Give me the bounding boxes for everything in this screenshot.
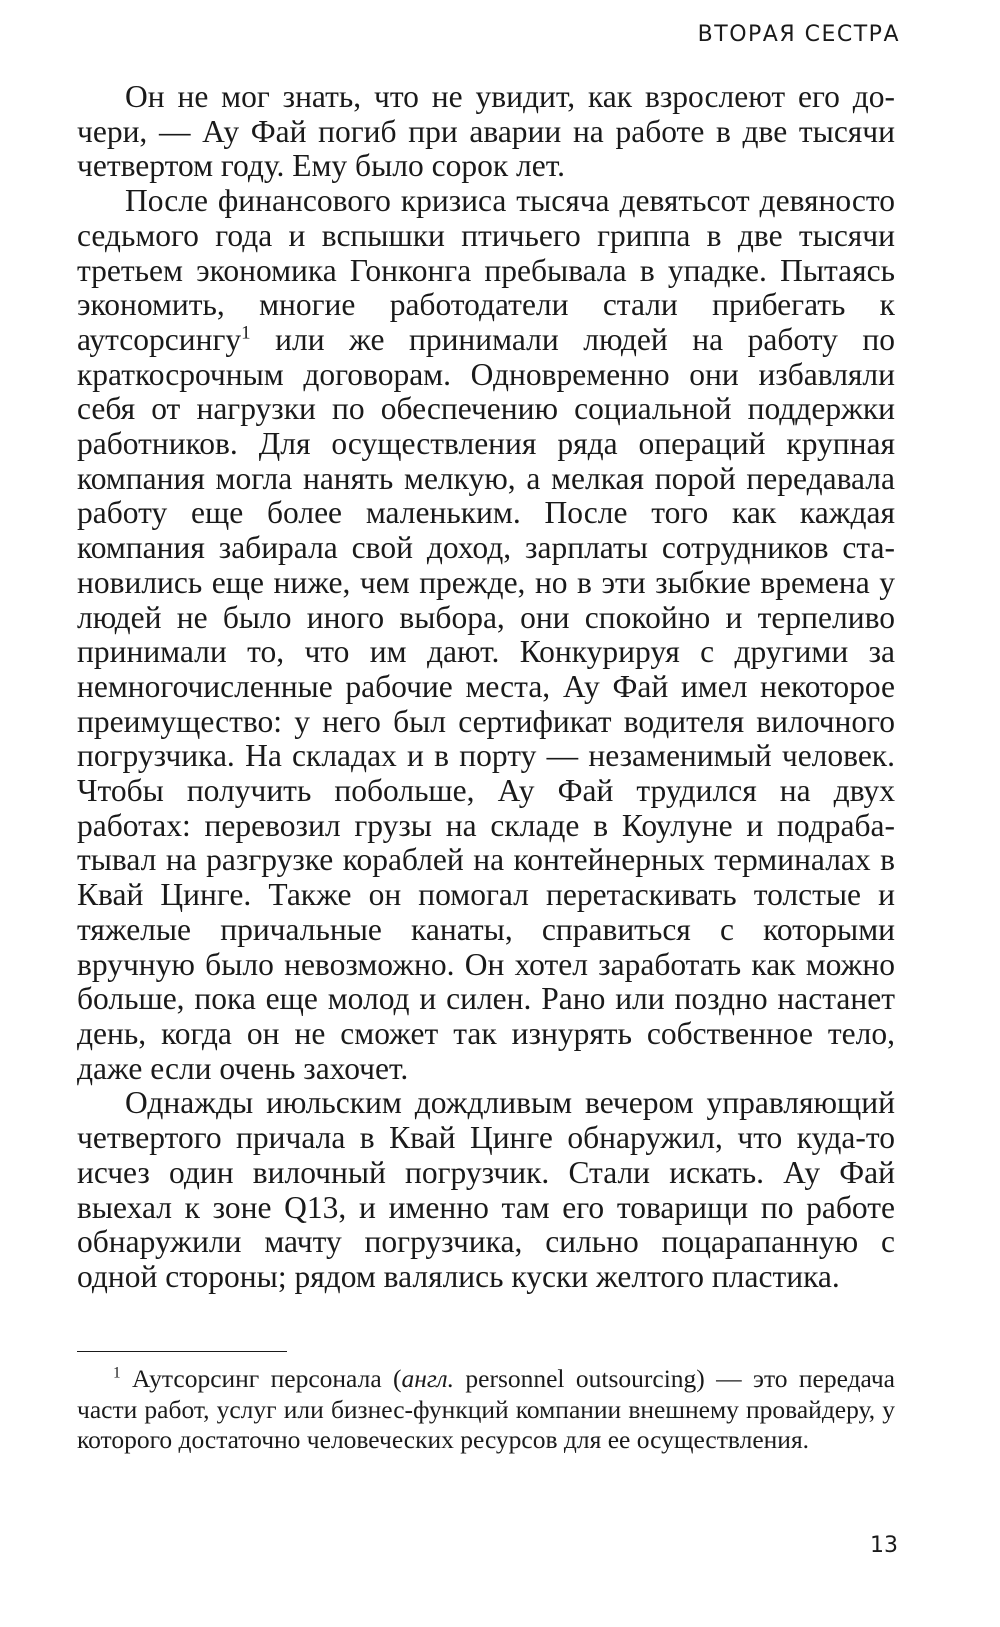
footnote-divider xyxy=(77,1351,287,1352)
footnote-italic: англ. xyxy=(401,1364,455,1393)
footnote-text-b: personnel outsourcing) — это передача части работ, услуг или бизнес-функций компании внешнему провайдеру, у которого достаточно человеческих ресурсов для ее осуществления. xyxy=(77,1364,895,1454)
running-title: ВТОРАЯ СЕСТРА xyxy=(697,22,900,47)
footnote-mark: 1 xyxy=(113,1364,121,1382)
paragraph-1: Он не мог знать, что не увидит, как взрослеют его дочери, — Ау Фай погиб при аварии на работе в две тысячи четвертом году. Ему было сорок лет. xyxy=(77,79,895,184)
paragraph-2-text-b: или же принимали людей на работу по краткосрочным договорам. Одновременно они избавляли себя от нагрузки по обеспечению социальной поддержки работников. Для осуществления ряда операций крупная компания могла нанять мелкую, а мелкая порой передавала работу еще более маленьким. После того как каждая компания забирала свой доход, зарплаты сотрудников становились еще ниже, чем прежде, но в эти зыбкие времена у людей не было иного выбора, они спокойно и терпеливо принимали то, что им дают. Конкурируя с другими за немногочисленные рабочие места, Ау Фай имел некоторое преимущество: у него был сертификат водителя вилочного погрузчика. На складах и в порту — незаменимый человек. Чтобы получить побольше, Ау Фай трудился на двух работах: перевозил грузы на складе в Коулуне и подрабатывал на разгрузке кораблей на контейнерных терминалах в Квай Цинге. Также он помогал перетаскивать толстые и тяжелые причальные канаты, справиться с которыми вручную было невозможно. Он хотел заработать как можно больше, пока еще молод и силен. Рано или поздно настанет день, когда он не сможет так изнурять собственное тело, даже если очень захочет. xyxy=(77,321,895,1086)
footnote-text-a: Аутсорсинг персонала ( xyxy=(120,1364,402,1393)
paragraph-2 xyxy=(77,184,895,1086)
page-number: 13 xyxy=(870,1533,898,1558)
paragraph-2-text-a: После финансового кризиса тысяча девятьсот девяносто седьмого года и вспышки птичьего гриппа в две тысячи третьем экономика Гонконга пребывала в упадке. Пытаясь экономить, многие работодатели стали прибегать к аутсорсингу xyxy=(77,183,895,357)
footnote xyxy=(77,1364,895,1456)
paragraph-3: Однажды июльским дождливым вечером управляющий четвертого причала в Квай Цинге обнаружил, что куда-то исчез один вилочный погрузчик. Стали искать. Ау Фай выехал к зоне Q13, и именно там его товарищи по работе обнаружили мачту погрузчика, сильно поцарапанную с одной стороны; рядом валялись куски желтого пластика. xyxy=(77,1085,895,1294)
footnote-reference: 1 xyxy=(241,322,251,344)
main-text xyxy=(77,80,895,1295)
